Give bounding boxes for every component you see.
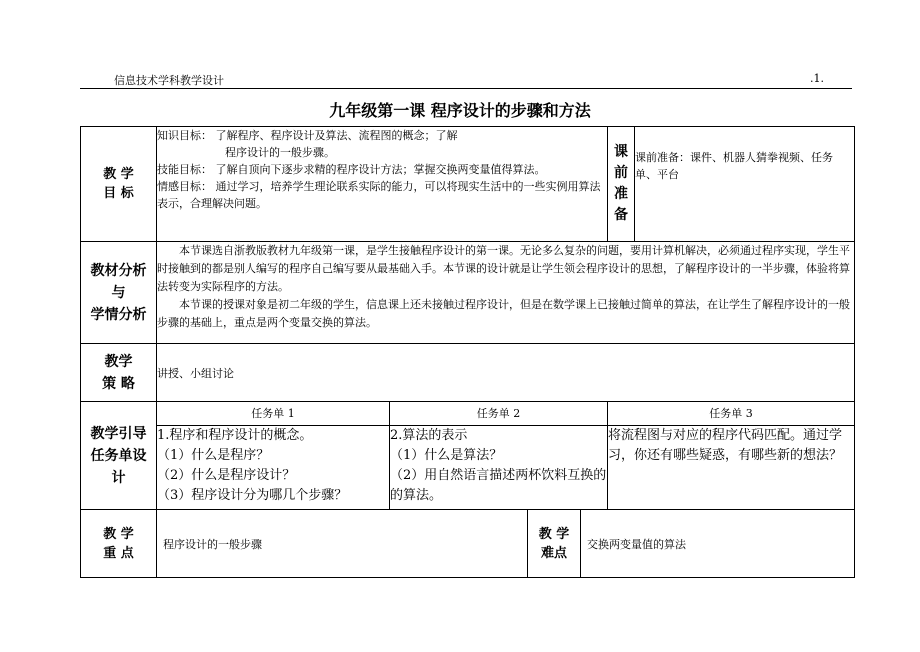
prep-label-char: 准 xyxy=(614,186,629,202)
task-1-line: （3）程序设计分为哪几个步骤？ xyxy=(157,488,348,503)
task-3-content xyxy=(608,426,855,510)
skill-objective: 技能目标： 了解自顶向下逐步求精的程序设计方法；掌握交换两变量值得算法。 xyxy=(157,163,546,176)
task-header-row xyxy=(81,402,855,426)
analysis-label xyxy=(81,242,157,344)
difficulty-text: 交换两变量值的算法 xyxy=(587,537,686,551)
objectives-content xyxy=(157,127,608,242)
page-title: 九年级第一课 程序设计的步骤和方法 xyxy=(329,101,591,120)
task-2-line: 2.算法的表示 xyxy=(390,428,468,443)
prep-label xyxy=(608,127,635,242)
analysis-content xyxy=(157,242,855,344)
task-header-2: 任务单 2 xyxy=(390,402,608,426)
prep-label-char: 课 xyxy=(614,144,629,160)
task-1-line: （1）什么是程序？ xyxy=(157,448,270,463)
key-point-text: 程序设计的一般步骤 xyxy=(163,537,262,551)
tasks-label-line: 教学引导 xyxy=(90,425,147,442)
emotion-objective: 情感目标： 通过学习，培养学生理论联系实际的能力，可以将现实生活中的一些实例用算法表示，合理解决问题。 xyxy=(157,180,601,210)
difficulty-label xyxy=(527,510,581,577)
strategy-content: 讲授、小组讨论 xyxy=(157,344,855,402)
objectives-label-line: 目 标 xyxy=(103,186,134,201)
task-2-line: （1）什么是算法？ xyxy=(390,448,503,463)
task-header-1: 任务单 1 xyxy=(157,402,390,426)
header-page-number: .1. xyxy=(810,72,824,85)
prep-text: 课前准备：课件、机器人猜拳视频、任务单、平台 xyxy=(635,151,834,181)
strategy-row xyxy=(81,344,855,402)
tasks-label-line: 计 xyxy=(111,469,126,486)
key-point-label-line: 教 学 xyxy=(103,526,134,542)
strategy-label-line: 策 略 xyxy=(102,375,135,392)
task-2-content xyxy=(390,426,608,510)
difficulty-label-line: 教 学 xyxy=(538,526,570,542)
focus-row xyxy=(81,510,855,578)
strategy-label xyxy=(81,344,157,402)
key-point-label-line: 重 点 xyxy=(103,545,134,561)
task-2-line: （2）用自然语言描述两杯饮料互换的的算法。 xyxy=(390,468,607,503)
header-rule xyxy=(80,88,852,89)
prep-content xyxy=(635,127,855,242)
knowledge-objective: 知识目标： 了解程序、程序设计及算法、流程图的概念；了解 xyxy=(157,129,458,142)
task-1-line: 1.程序和程序设计的概念。 xyxy=(157,428,313,443)
prep-label-char: 前 xyxy=(614,165,629,181)
header-subject: 信息技术学科教学设计 xyxy=(114,74,224,87)
tasks-label xyxy=(81,402,157,510)
analysis-row xyxy=(81,242,855,344)
objectives-label xyxy=(81,127,157,242)
prep-label-char: 备 xyxy=(614,207,629,223)
task-content-row xyxy=(81,426,855,510)
task-header-3: 任务单 3 xyxy=(608,402,855,426)
analysis-label-line: 与 xyxy=(111,284,126,301)
task-1-content xyxy=(157,426,390,510)
objectives-label-line: 教 学 xyxy=(103,167,134,182)
knowledge-objective-cont: 程序设计的一般步骤。 xyxy=(225,146,335,159)
lesson-plan-table xyxy=(80,126,855,578)
tasks-label-line: 任务单设 xyxy=(90,447,147,464)
task-3-line: 将流程图与对应的程序代码匹配。通过学习，你还有哪些疑惑，有哪些新的想法？ xyxy=(608,428,843,463)
strategy-label-line: 教学 xyxy=(104,353,133,370)
analysis-label-line: 学情分析 xyxy=(90,306,147,323)
difficulty-label-line: 难点 xyxy=(540,545,567,561)
analysis-label-line: 教材分析 xyxy=(90,262,147,279)
focus-content xyxy=(157,510,855,578)
objectives-row xyxy=(81,127,855,242)
focus-split xyxy=(157,510,854,577)
key-point-label xyxy=(81,510,157,578)
task-1-line: （2）什么是程序设计？ xyxy=(157,468,296,483)
analysis-paragraph: 本节课选自浙教版教材九年级第一课，是学生接触程序设计的第一课。无论多么复杂的问题，要用计算机解决，必须通过程序实现，学生平时接触到的都是别人编写的程序自己编写要从最基础入手。本节课的设计就是让学生领会程序设计的思想，了解程序设计的一半步骤，体验将算法转变为实际程序的方法。 xyxy=(157,244,850,293)
analysis-paragraph: 本节课的授课对象是初二年级的学生，信息课上还未接触过程序设计，但是在数学课上已接触过简单的算法，在让学生了解程序设计的一般步骤的基础上，重点是两个变量交换的算法。 xyxy=(157,298,850,329)
